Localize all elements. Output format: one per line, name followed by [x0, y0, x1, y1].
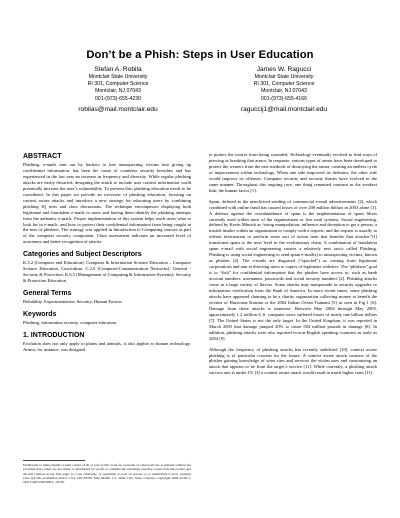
- author-phone: 001-(973)-655-4166: [260, 95, 308, 102]
- author-affiliation: Montclair State University: [254, 74, 314, 80]
- introduction-heading: 1. INTRODUCTION: [23, 332, 85, 340]
- body-paragraph: Although the frequency of phishing attacks has recently stabilized [10], context aware phishing is of particular concern for the future. A context aware attack consists of the phisher gaining knowledge of what sites and services the victim uses and customizing an attack that appears to be from the target’s service [11]. While currently, a phishing attack success rate is under 1% [3] a context aware attack would result in much higher rates [11].: [209, 346, 377, 376]
- author-city: Montclair, NJ 07043: [95, 88, 141, 95]
- abstract-heading: ABSTRACT: [23, 153, 62, 160]
- author-email[interactable]: robilas@mail.montclair.edu: [78, 105, 158, 113]
- author-phone: 001-(973)-655-4230: [94, 95, 142, 102]
- copyright-footnote: Permission to make digital or hard copies of all or part of this work for personal or classroom use is granted without fee provided that copies are not made or distributed for profit or commercial advantage and that copies bear this notice and the full citation on the first page. To copy otherwise, or republish, to post on servers or to redistribute to lists, requires prior specific permission and/or a fee. ITiCSE'06, June Month 1–2, 2004, City, State, Country. Copyright 2006 ACM 1-58113-000-0/00/0004…$5.00.: [23, 463, 191, 485]
- author-address: RI 301, Computer Science: [253, 81, 315, 88]
- author-affiliation: Montclair State University: [88, 74, 148, 80]
- author-address: RI 301, Computer Science: [87, 81, 149, 88]
- author-block: [209, 66, 359, 114]
- categories-heading: Categories and Subject Descriptors: [23, 251, 142, 259]
- categories-text: K.3.2 [Computer and Education]: Computer & Information Science Education – Computer Science Education, Curriculum. C.2.0 [Computer-Communication Networks]: General - Security & Protection, K.6.5 [Management of Computing & Information Systems]: Security & Protection Education: [23, 260, 191, 284]
- left-column: [23, 152, 191, 358]
- author-email[interactable]: raguccij1@mail.montclair.edu: [240, 105, 328, 113]
- author-name: Stefan A. Robila: [94, 66, 142, 73]
- abstract-text: Phishing, e-mails sent out by hackers to lure unsuspecting victims into giving up confidential information, has been the cause of countless security breaches and has experienced in the last year an increase in frequency and diversity. While regular phishing attacks are easily thwarted, designing the attack to include user context information could potentially increase the user’s vulnerability. To prevent this, phishing education needs to be considered. In this paper we provide an overview of phishing education, focusing on context aware attacks and introduce a new strategy for educating users by combining phishing IQ tests and class discussions. The technique encompasses displaying both legitimate and fraudulent e-mails to users and having them identify the phishing attempts from the authentic e-mails. Proper implementation of this system helps teach users what to look for in e-mails, and how to protect their confidential information from being caught in the nets of phishers. The strategy was applied in Introduction to Computing courses as part of the computer security component. Class assessment indicates an increased level of awareness and better recognition of attacks.: [23, 162, 191, 245]
- general-terms-text: Reliability, Experimentation, Security, Human Factors: [23, 299, 122, 305]
- footnote-divider: [23, 460, 85, 461]
- general-terms-heading: General Terms: [23, 290, 72, 298]
- keywords-heading: Keywords: [23, 311, 57, 319]
- author-name: James W. Ragucci: [256, 66, 312, 73]
- introduction-text: Evolution does not only apply to plants and animals, it also applies to human technology. Armor, for instance, was designed: [23, 341, 191, 353]
- right-column: [209, 152, 377, 381]
- author-city: Montclair, NJ 07043: [261, 88, 307, 95]
- author-block: [43, 66, 193, 114]
- body-paragraph: to protect the wearer from being wounded. Technology eventually evolved to find ways of piercing or breaking that armor. In response, various types of armor have been developed to protect the wearers from the new methods of destroying the armor, creating an endless cycle of improvement within technology. When one side improved its defenses, the other side would improve its offenses. Computer security and security threats have evolved in the same manner. Throughout this ongoing race, one thing remained constant as the weakest link; the human factor [1].: [209, 152, 377, 193]
- body-paragraph: Spam, defined as the unsolicited sending of commercial e-mail advertisements [2], which combined with online fraud has caused losses of over 200 million dollars in 2003 alone [3]. A defense against the overabundance of spam is the implementation of spam filters currently used within most of the organizations or free mail systems. Social engineering, defined by Kevin Mitnick as “using manipulation, influence and deception to get a person, a trusted insider within an organization to comply with a request, and the request is usually to release information or perform some sort of action item that benefits that attacker”[1] transforms spam to the next level in the evolutionary chain. A combination of fraudulent spam e-mail with social engineering creates a relatively new tactic called Phishing. Phishing is using social engineering to send spam e-mail(s) to unsuspecting victims, known as phishes [4]. The e-mails are disguised (“spoofed”) as coming from legitimate corporations and aim at directing users to copies of legitimate websites. The “phishers” goal is to “fish” for confidential information that the phishes have access to, such as bank account numbers, usernames, passwords and social security numbers [2]. Phishing attacks come in a large variety of flavors. Some attacks may masquerade as security upgrades or information verification from the Bank of America. In more recent times, some phishing attacks have appeared claiming to be a charity organization collecting money to benefit the victims of Hurricane Katrina or the 2004 Indian Ocean Tsunami [5] as seen in Fig 1 [6]. Damage from these attacks is immense. Between May 2004 through May 2005, approximately 1.2 million U.S. computer users suffered losses of nearly one billion dollars [7]. The United States is not the only target. In the United Kingdom, it was reported in March 2005 that damage jumped 20% to cause 504 million pounds in damage [8]. In addition, phishing attacks were also reported in non-English speaking countries as early as 2004 [9].: [209, 198, 377, 341]
- keywords-text: Phishing, information security, computer education: [23, 320, 117, 326]
- paper-title: Don’t be a Phish: Steps in User Education: [86, 49, 314, 61]
